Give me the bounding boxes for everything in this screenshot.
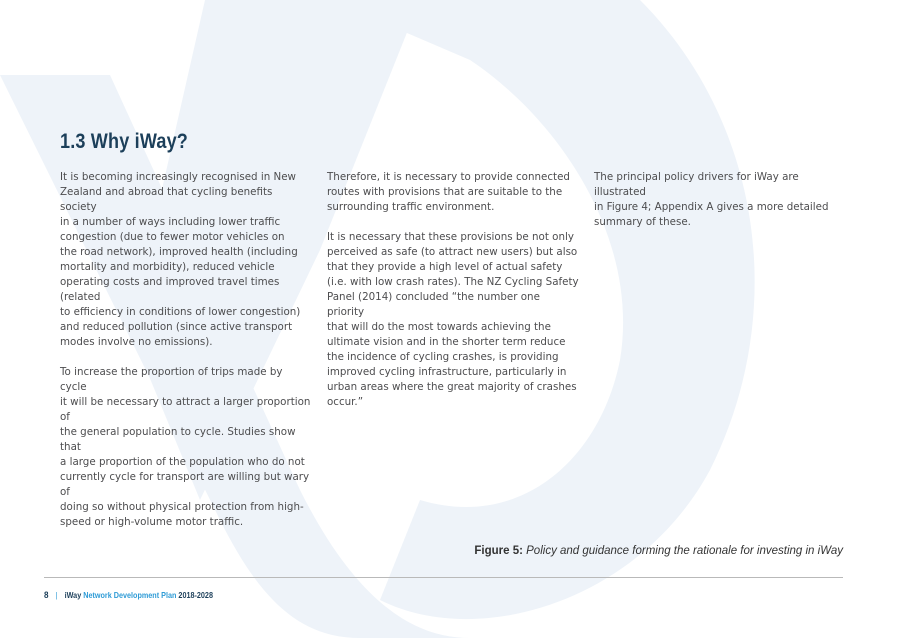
paragraph: Therefore, it is necessary to provide connected routes with provisions that are suitable to the surrounding traffic environment. — [327, 171, 570, 213]
paragraph: The principal policy drivers for iWay are illustrated in Figure 4; Appendix A gives a more detailed summary of these. — [594, 171, 829, 228]
footer-divider — [44, 577, 843, 578]
footer-years: 2018-2028 — [178, 590, 213, 600]
paragraph: It is necessary that these provisions be not only perceived as safe (to attract new users) but also that they provide a high level of actual safety (i.e. with low crash rates). The NZ Cycling Safety Panel (2014) concluded “the number one priority that will do the most towards achieving the ultimate vision and in the shorter term reduce the incidence of cycling crashes, is providing improved cycling infrastructure, particularly in urban areas where the great majority of crashes occur.” — [327, 231, 579, 408]
text-column-3 — [594, 170, 846, 245]
page-number: 8 — [44, 590, 49, 601]
figure-caption — [474, 545, 843, 557]
paragraph: To increase the proportion of trips made by cycle it will be necessary to attract a larger proportion of the general population to cycle. Studies show that a large proportion of the population who do not currently cycle for transport are willing but wary of doing so without physical protection from high- speed or high-volume motor traffic. — [60, 366, 311, 528]
section-heading: 1.3 Why iWay? — [60, 130, 189, 153]
page-footer — [44, 590, 213, 601]
text-column-1 — [60, 170, 312, 545]
footer-brand: iWay — [64, 590, 82, 600]
footer-doc-title: Network Development Plan — [83, 590, 177, 600]
figure-caption-label: Figure 5: — [474, 545, 523, 557]
text-column-2 — [327, 170, 579, 425]
footer-separator: | — [55, 590, 58, 600]
figure-caption-text: Policy and guidance forming the rationale for investing in iWay — [526, 545, 843, 557]
paragraph: It is becoming increasingly recognised in New Zealand and abroad that cycling benefits society in a number of ways including lower traffic congestion (due to fewer motor vehicles on the road network), improved health (including mortality and morbidity), reduced vehicle operating costs and improved travel times (related to efficiency in conditions of lower congestion) and reduced pollution (since active transport modes involve no emissions). — [60, 171, 301, 348]
